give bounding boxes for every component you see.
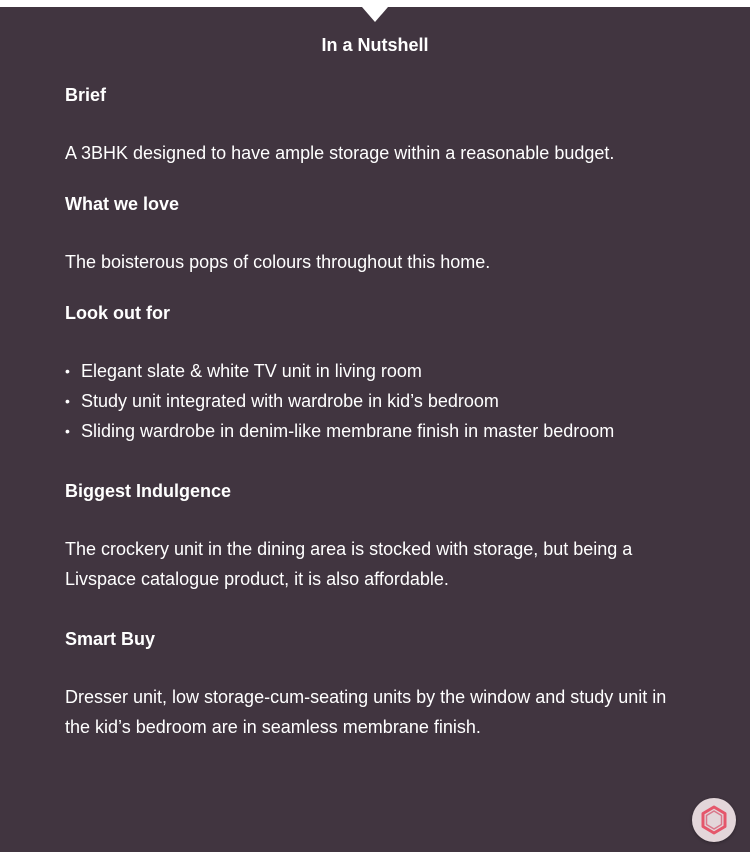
list-item [65,356,695,386]
what-we-love-text: The boisterous pops of colours throughout this home. [65,252,491,272]
smart-buy-heading: Smart Buy [65,629,156,649]
bullet-icon: • [65,363,70,379]
biggest-indulgence-heading: Biggest Indulgence [65,481,232,501]
list-item [65,386,695,416]
list-item-text: Sliding wardrobe in denim-like membrane finish in master bedroom [81,421,615,441]
list-item [65,416,695,446]
bullet-icon: • [65,393,70,409]
biggest-indulgence-text: The crockery unit in the dining area is stocked with storage, but being a Livspace catalogue product, it is also affordable. [65,539,633,589]
brief-heading: Brief [65,85,107,105]
what-we-love-heading: What we love [65,194,180,214]
look-out-for-list [65,356,695,446]
chat-widget-icon [699,805,729,835]
bullet-icon: • [65,423,70,439]
list-item-text: Study unit integrated with wardrobe in kid’s bedroom [81,391,499,411]
look-out-for-heading: Look out for [65,303,170,323]
chat-button[interactable] [692,798,736,842]
pointer-notch [362,7,388,22]
list-item-text: Elegant slate & white TV unit in living room [81,361,422,381]
brief-text: A 3BHK designed to have ample storage within a reasonable budget. [65,143,615,163]
nutshell-content [65,83,695,742]
smart-buy-text: Dresser unit, low storage-cum-seating units by the window and study unit in the kid’s bedroom are in seamless membrane finish. [65,687,667,737]
panel-title: In a Nutshell [321,35,429,55]
top-divider [0,0,750,7]
